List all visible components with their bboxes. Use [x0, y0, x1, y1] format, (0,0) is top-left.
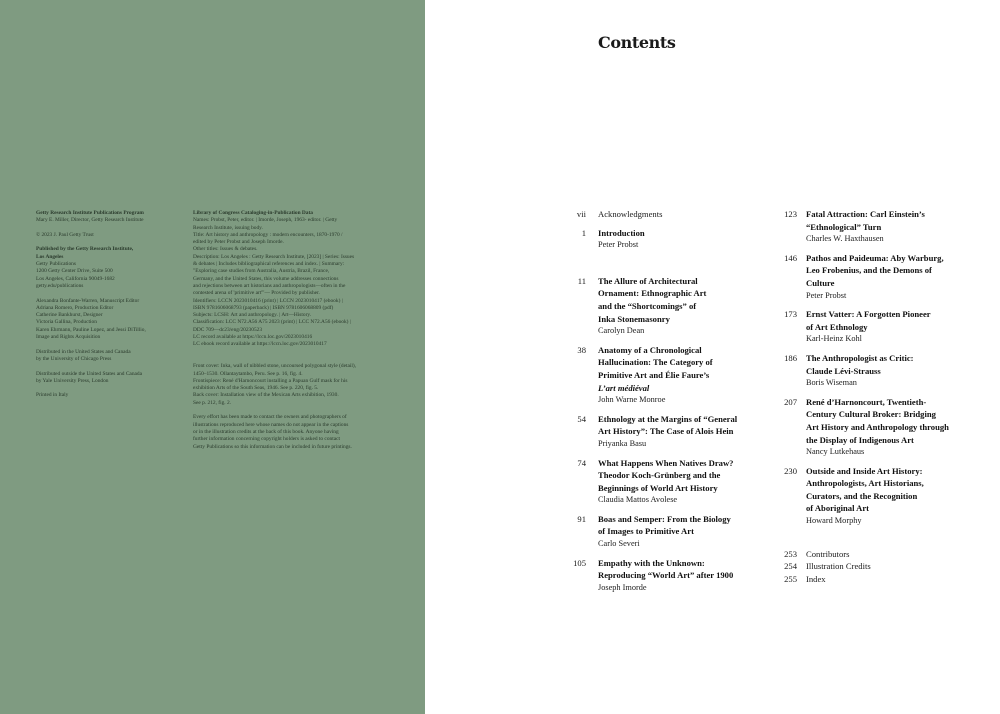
toc-entry-body — [598, 344, 765, 407]
toc-chapter-title-line: Anatomy of a Chronological — [598, 344, 702, 355]
toc-entry — [560, 344, 765, 407]
copyright-text-line: Los Angeles, California 90049-1682 — [36, 275, 115, 282]
toc-column-left — [560, 208, 765, 600]
toc-author: Peter Probst — [806, 290, 847, 300]
copyright-text-line: getty.edu/publications — [36, 282, 84, 289]
copyright-text-line: © 2023 J. Paul Getty Trust — [36, 231, 94, 238]
toc-entry — [560, 557, 765, 595]
copyright-text-line: Identifiers: LCCN 2023010416 (print) | LCCN 2023010417 (ebook) | — [193, 297, 343, 304]
spacer — [36, 290, 186, 297]
copyright-text-line: Published by the Getty Research Institute, — [36, 246, 134, 253]
spacer — [36, 239, 186, 246]
toc-entry — [560, 513, 765, 551]
copyright-text-line: LC ebook record available at https://lccn.loc.gov/2023010417 — [193, 341, 327, 348]
copyright-text-line: LC record available at https://lccn.loc.gov/2023010416 — [193, 334, 313, 341]
toc-entry-body — [598, 413, 765, 451]
toc-section-title: Acknowledgments — [598, 209, 663, 219]
toc-entry-body — [806, 465, 975, 528]
copyright-text-line: Image and Rights Acquisition — [36, 334, 101, 341]
toc-section-title: Contributors — [806, 548, 850, 559]
copyright-text-line: Other titles: Issues & debates. — [193, 246, 258, 253]
toc-entry — [775, 396, 975, 459]
spacer — [36, 225, 186, 232]
toc-chapter-title-line: The Anthropologist as Critic: — [806, 352, 914, 363]
copyright-text-line: Subjects: LCSH: Art and anthropology. | Art—History. — [193, 312, 312, 319]
toc-entry — [775, 573, 975, 586]
copyright-text-line: 1450–1530. Ollantaytambo, Peru. See p. 16, fig. 4. — [193, 370, 303, 377]
toc-entry — [775, 252, 975, 302]
toc-entry-body — [806, 208, 975, 246]
toc-chapter-title-line: Introduction — [598, 227, 645, 238]
copyright-text-line: Library of Congress Cataloging-in-Publication Data — [193, 210, 313, 216]
toc-chapter-title-line: Ernst Vatter: A Forgotten Pioneer — [806, 309, 931, 320]
toc-chapter-title-line: Anthropologists, Art Historians, — [806, 478, 924, 489]
toc-entry-body — [598, 557, 765, 595]
toc-author: Karl-Heinz Kohl — [806, 334, 862, 344]
toc-entry-body — [806, 252, 975, 302]
toc-page-number: 173 — [784, 309, 797, 320]
toc-page-number: 54 — [577, 413, 586, 424]
toc-entry — [560, 208, 765, 221]
toc-chapter-title-line: Ornament: Ethnographic Art — [598, 288, 707, 299]
toc-chapter-title-line: Art History and Anthropology through — [806, 421, 949, 432]
copyright-text-line: edited by Peter Probst and Joseph Imorde. — [193, 239, 284, 246]
toc-page-number: 1 — [581, 227, 586, 238]
toc-entry — [775, 465, 975, 528]
toc-chapter-title-line: Fatal Attraction: Carl Einstein’s — [806, 209, 925, 219]
toc-chapter-title-line: Inka Stonemasonry — [598, 313, 670, 324]
copyright-text-line: Title: Art history and anthropology : modern encounters, 1870-1970 / — [193, 231, 343, 238]
copyright-text-line: Description: Los Angeles : Getty Research Institute, [2023] | Series: Issues — [193, 253, 355, 260]
toc-chapter-title-line: “Ethnological” Turn — [806, 221, 882, 232]
toc-chapter-title-line: Boas and Semper: From the Biology — [598, 513, 731, 524]
copyright-text-line: Los Angeles — [36, 253, 64, 260]
toc-chapter-title-line: Beginnings of World Art History — [598, 482, 718, 493]
toc-page-number: vii — [576, 209, 586, 219]
copyright-text-line: Catherine Bankhurst, Designer — [36, 312, 103, 319]
copyright-text-line: Classification: LCC N72.A56 A75 2023 (print) | LCC N72.A56 (ebook) | — [193, 319, 351, 326]
copyright-text-line: Research Institute, issuing body. — [193, 224, 263, 231]
copyright-column-publisher — [36, 210, 186, 400]
toc-entry-body — [806, 396, 975, 459]
toc-author: Carolyn Dean — [598, 326, 645, 336]
copyright-text-line: Getty Research Institute Publications Program — [36, 210, 144, 216]
copyright-text-line: by the University of Chicago Press — [36, 355, 112, 362]
toc-entry-body — [598, 457, 765, 507]
copyright-text-line: "Exploring case studies from Australia, Austria, Brazil, France, — [193, 268, 330, 275]
spacer — [36, 341, 186, 348]
spacer — [775, 534, 975, 548]
toc-chapter-title-line: Century Cultural Broker: Bridging — [806, 409, 936, 420]
copyright-text-line: or in the illustration credits at the back of this book. Anyone having — [193, 428, 339, 435]
toc-page-number: 186 — [784, 352, 797, 363]
toc-chapter-title-line: René d’Harnoncourt, Twentieth- — [806, 396, 927, 407]
toc-entry — [560, 457, 765, 507]
toc-chapter-title-line: of Aboriginal Art — [806, 503, 870, 514]
toc-entry-body — [598, 208, 765, 221]
copyright-text-line: Getty Publications — [36, 261, 76, 268]
toc-chapter-title-italic: L’art médiéval — [598, 382, 650, 393]
copyright-text-line: further information concerning copyright holders is asked to contact — [193, 436, 341, 443]
toc-entry-body — [806, 308, 975, 346]
copyright-text-line: Printed in Italy — [36, 392, 69, 399]
copyright-column-cataloging — [193, 210, 393, 451]
toc-chapter-title-line: Leo Frobenius, and the Demons of — [806, 265, 932, 276]
page-title: Contents — [598, 33, 676, 52]
toc-page-number: 91 — [577, 513, 586, 524]
toc-entry — [560, 227, 765, 252]
copyright-text-line: and rejections between art historians and anthropologists—often in the — [193, 282, 346, 289]
toc-chapter-title-line: of Images to Primitive Art — [598, 526, 694, 537]
copyright-text-line: contested arena of 'primitive art'"— Provided by publisher. — [193, 290, 320, 297]
copyright-text-line: by Yale University Press, London — [36, 377, 109, 384]
toc-page-number: 11 — [577, 275, 586, 286]
toc-chapter-title-line: Culture — [806, 277, 835, 288]
copyright-text-line: Karen Ehrmann, Pauline Lopez, and Jessi DiTillio, — [36, 326, 146, 333]
toc-chapter-title-line: Art History”: The Case of Alois Hein — [598, 426, 734, 437]
copyright-text-line: & debates | Includes bibliographical references and index. | Summary: — [193, 261, 345, 268]
toc-chapter-title-line: Ethnology at the Margins of “General — [598, 413, 738, 424]
spacer — [193, 349, 393, 356]
toc-chapter-title-line: Reproducing “World Art” after 1900 — [598, 570, 734, 581]
copyright-text-line: ISBN 9781606068793 (paperback) | ISBN 9781606068809 (pdf) — [193, 304, 334, 311]
toc-entry-body — [806, 352, 975, 390]
spacer — [36, 385, 186, 392]
toc-entry — [560, 413, 765, 451]
copyright-text-line: Front cover: Inka, wall of nibbled stone, uncoursed polygonal style (detail), — [193, 363, 357, 370]
toc-chapter-title-line: Curators, and the Recognition — [806, 490, 918, 501]
toc-page-number: 105 — [573, 557, 586, 568]
toc-author: Charles W. Haxthausen — [806, 234, 884, 244]
copyright-text-line: Distributed outside the United States and Canada — [36, 370, 142, 377]
toc-page-number: 207 — [784, 396, 797, 407]
copyright-text-line: Victoria Gallina, Production — [36, 319, 97, 326]
copyright-text-line: Every effort has been made to contact the owners and photographers of — [193, 414, 347, 421]
toc-entry — [775, 208, 975, 246]
toc-entry — [560, 275, 765, 338]
copyright-text-line: DDC 709—dc23/eng/20230523 — [193, 326, 263, 333]
toc-page-number: 230 — [784, 465, 797, 476]
copyright-text-line: 1200 Getty Center Drive, Suite 500 — [36, 268, 113, 275]
copyright-text-line: illustrations reproduced here whose names do not appear in the captions — [193, 421, 349, 428]
copyright-text-line: Names: Probst, Peter, editor. | Imorde, Joseph, 1963- editor. | Getty — [193, 217, 338, 224]
spacer — [36, 363, 186, 370]
toc-author: Nancy Lutkehaus — [806, 447, 865, 457]
toc-author: Boris Wiseman — [806, 378, 857, 388]
copyright-page — [0, 0, 425, 714]
toc-entry-body — [598, 275, 765, 338]
toc-entry — [775, 560, 975, 573]
toc-chapter-title-line: Primitive Art and Élie Faure’s — [598, 369, 710, 380]
toc-author: Joseph Imorde — [598, 582, 647, 592]
copyright-text-line: Adriana Romero, Production Editor — [36, 304, 114, 311]
copyright-text-line: Germany, and the United States, this volume addresses connections — [193, 275, 339, 282]
toc-author: Claudia Mattos Avolese — [598, 495, 678, 505]
toc-entry — [775, 548, 975, 561]
toc-column-right — [775, 208, 975, 585]
copyright-text-line: Getty Publications so this information can be included in future printings. — [193, 443, 352, 450]
toc-page-number: 146 — [784, 252, 797, 263]
toc-author: Peter Probst — [598, 240, 639, 250]
toc-chapter-title-line: What Happens When Natives Draw? — [598, 457, 734, 468]
toc-author: Priyanka Basu — [598, 438, 647, 448]
toc-chapter-title-line: Hallucination: The Category of — [598, 357, 713, 368]
toc-chapter-title-line: Outside and Inside Art History: — [806, 465, 923, 476]
toc-chapter-title-line: Theodor Koch-Grünberg and the — [598, 470, 721, 481]
toc-author: Howard Morphy — [806, 516, 862, 526]
toc-chapter-title-line: The Allure of Architectural — [598, 275, 698, 286]
copyright-text-line: exhibition Arts of the South Seas, 1946. See p. 220, fig. 5. — [193, 385, 319, 392]
copyright-text-line: Mary E. Miller, Director, Getty Research Institute — [36, 217, 144, 224]
copyright-text-line: See p. 212, fig. 2. — [193, 399, 232, 406]
copyright-text-line: Frontispiece: René d'Harnoncourt installing a Papuan Gulf mask for his — [193, 377, 348, 384]
toc-entry — [775, 352, 975, 390]
toc-section-title: Index — [806, 573, 826, 584]
toc-chapter-title-line: Pathos and Paideuma: Aby Warburg, — [806, 252, 944, 263]
toc-author: Carlo Severi — [598, 539, 640, 549]
toc-chapter-title-line: of Art Ethnology — [806, 321, 868, 332]
toc-chapter-title-line: the Display of Indigenous Art — [806, 434, 914, 445]
toc-page-number: 38 — [577, 344, 586, 355]
toc-page-number: 253 — [784, 548, 797, 559]
toc-page-number: 254 — [784, 561, 797, 572]
toc-page-number: 123 — [784, 209, 797, 219]
toc-chapter-title-line: and the “Shortcomings” of — [598, 300, 697, 311]
toc-entry-body — [806, 548, 975, 561]
toc-entry-body — [598, 227, 765, 252]
toc-entry-body — [598, 513, 765, 551]
toc-entry-body — [806, 573, 975, 586]
copyright-text-line: Alexandra Bonfante-Warren, Manuscript Editor — [36, 297, 140, 304]
copyright-text-line: Distributed in the United States and Canada — [36, 348, 131, 355]
toc-page-number: 255 — [784, 573, 797, 584]
toc-chapter-title-line: Claude Lévi-Strauss — [806, 365, 881, 376]
toc-author: John Warne Monroe — [598, 395, 666, 405]
copyright-text-line: Back cover: Installation view of the Mexican Arts exhibition, 1930. — [193, 392, 339, 399]
toc-section-title: Illustration Credits — [806, 561, 871, 572]
toc-chapter-title-line: Empathy with the Unknown: — [598, 557, 705, 568]
toc-entry — [775, 308, 975, 346]
toc-page-number: 74 — [577, 457, 586, 468]
toc-entry-body — [806, 560, 975, 573]
